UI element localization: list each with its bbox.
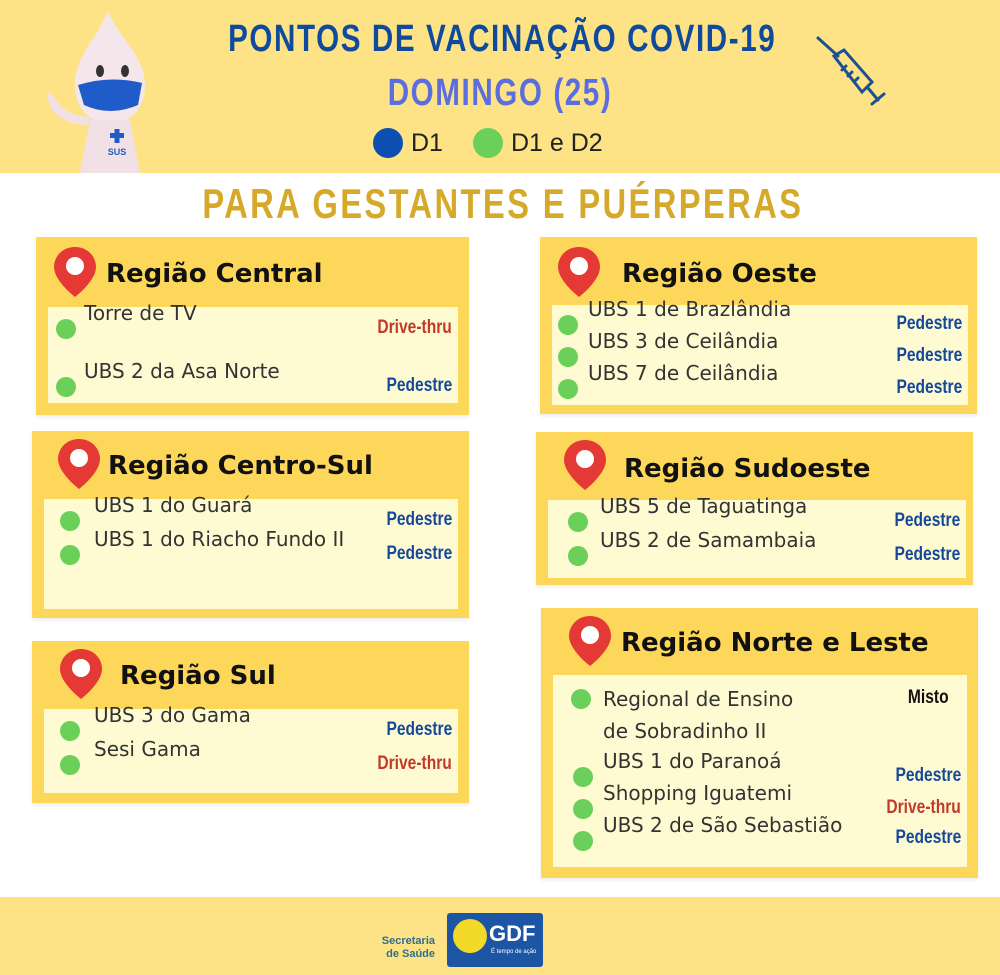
site-name: UBS 2 de Samambaia — [600, 528, 817, 552]
access-mode: Pedestre — [386, 509, 452, 530]
access-mode: Pedestre — [386, 375, 452, 396]
access-mode: Misto — [908, 687, 949, 708]
legend-item-d1-d2 — [473, 128, 603, 158]
site-name: UBS 2 da Asa Norte — [84, 359, 280, 383]
syringe-icon — [810, 30, 890, 115]
site-name-line2: de Sobradinho II — [603, 719, 767, 743]
site-list — [552, 297, 968, 405]
page-title: PONTOS DE VACINAÇÃO COVID-19 — [228, 18, 777, 60]
location-pin-icon — [560, 438, 610, 492]
access-mode: Drive-thru — [377, 317, 452, 338]
site-list — [548, 494, 966, 578]
site-name: UBS 5 de Taguatinga — [600, 494, 808, 518]
site-row — [553, 683, 967, 753]
d1-d2-bullet-icon — [558, 315, 578, 335]
ipe-tree-icon — [453, 919, 487, 953]
region-card-central — [36, 237, 469, 415]
site-name: UBS 3 do Gama — [94, 703, 251, 727]
site-name: Sesi Gama — [94, 737, 201, 761]
d1-d2-bullet-icon — [60, 755, 80, 775]
site-list — [44, 493, 458, 609]
gdf-logo — [447, 913, 543, 967]
region-title: Região Sul — [120, 661, 276, 691]
site-name: UBS 1 do Paranoá — [603, 749, 782, 773]
site-name: UBS 1 do Guará — [94, 493, 253, 517]
region-card-sudoeste — [536, 432, 973, 585]
region-title: Região Norte e Leste — [621, 628, 929, 658]
d1-d2-bullet-icon — [571, 689, 591, 709]
region-title: Região Oeste — [622, 259, 817, 289]
d1-d2-bullet-icon — [568, 512, 588, 532]
legend-label: D1 e D2 — [510, 128, 603, 157]
access-mode: Drive-thru — [886, 797, 961, 818]
access-mode: Pedestre — [386, 543, 452, 564]
site-name: UBS 2 de São Sebastião — [603, 813, 843, 837]
access-mode: Pedestre — [895, 827, 961, 848]
site-list — [48, 301, 458, 403]
access-mode: Pedestre — [386, 719, 452, 740]
d1-d2-bullet-icon — [573, 831, 593, 851]
site-name: Shopping Iguatemi — [603, 781, 792, 805]
site-name: UBS 1 do Riacho Fundo II — [94, 527, 345, 551]
d1-d2-bullet-icon — [60, 545, 80, 565]
audience-subtitle: PARA GESTANTES E PUÉRPERAS — [202, 180, 804, 227]
location-pin-icon — [54, 437, 104, 491]
d1-d2-bullet-icon — [56, 377, 76, 397]
d1-d2-bullet-icon — [60, 511, 80, 531]
access-mode: Drive-thru — [377, 753, 452, 774]
access-mode: Pedestre — [896, 377, 962, 398]
dose-legend — [373, 128, 633, 158]
d1-d2-bullet-icon — [56, 319, 76, 339]
svg-text:SUS: SUS — [107, 147, 127, 157]
d1-d2-bullet-icon — [573, 767, 593, 787]
region-title: Região Sudoeste — [624, 454, 871, 484]
access-mode: Pedestre — [894, 544, 960, 565]
site-list — [44, 703, 458, 793]
location-pin-icon — [554, 245, 604, 299]
access-mode: Pedestre — [895, 765, 961, 786]
d1-d2-bullet-icon — [568, 546, 588, 566]
access-mode: Pedestre — [896, 313, 962, 334]
location-pin-icon — [56, 647, 106, 701]
site-name: UBS 3 de Ceilândia — [588, 329, 779, 353]
d1-d2-bullet-icon — [558, 347, 578, 367]
secretaria-saude-logo — [365, 935, 435, 961]
d1-d2-bullet-icon — [60, 721, 80, 741]
d1-d2-bullet-icon — [558, 379, 578, 399]
d1-d2-dot-icon — [473, 128, 503, 158]
access-mode: Pedestre — [896, 345, 962, 366]
access-mode: Pedestre — [894, 510, 960, 531]
region-card-sul — [32, 641, 469, 803]
site-name: UBS 7 de Ceilândia — [588, 361, 779, 385]
site-name: UBS 1 de Brazlândia — [588, 297, 792, 321]
legend-label: D1 — [411, 128, 443, 157]
region-title: Região Central — [106, 259, 323, 289]
legend-item-d1 — [373, 128, 443, 158]
region-card-centro-sul — [32, 431, 469, 618]
gdf-tagline: É tempo de ação — [491, 949, 537, 955]
d1-d2-bullet-icon — [573, 799, 593, 819]
d1-dot-icon — [373, 128, 403, 158]
region-card-norte-leste — [541, 608, 978, 878]
gdf-logo-text: GDF — [489, 921, 536, 946]
secretaria-line2: de Saúde — [386, 948, 435, 960]
site-list — [553, 675, 967, 867]
secretaria-line1: Secretaria — [381, 935, 435, 947]
location-pin-icon — [565, 614, 615, 668]
day-label: DOMINGO (25) — [387, 72, 613, 114]
region-card-oeste — [540, 237, 977, 414]
region-title: Região Centro-Sul — [108, 451, 373, 481]
site-name: Torre de TV — [84, 301, 197, 325]
location-pin-icon — [50, 245, 100, 299]
site-name-line1: Regional de Ensino — [603, 687, 794, 711]
